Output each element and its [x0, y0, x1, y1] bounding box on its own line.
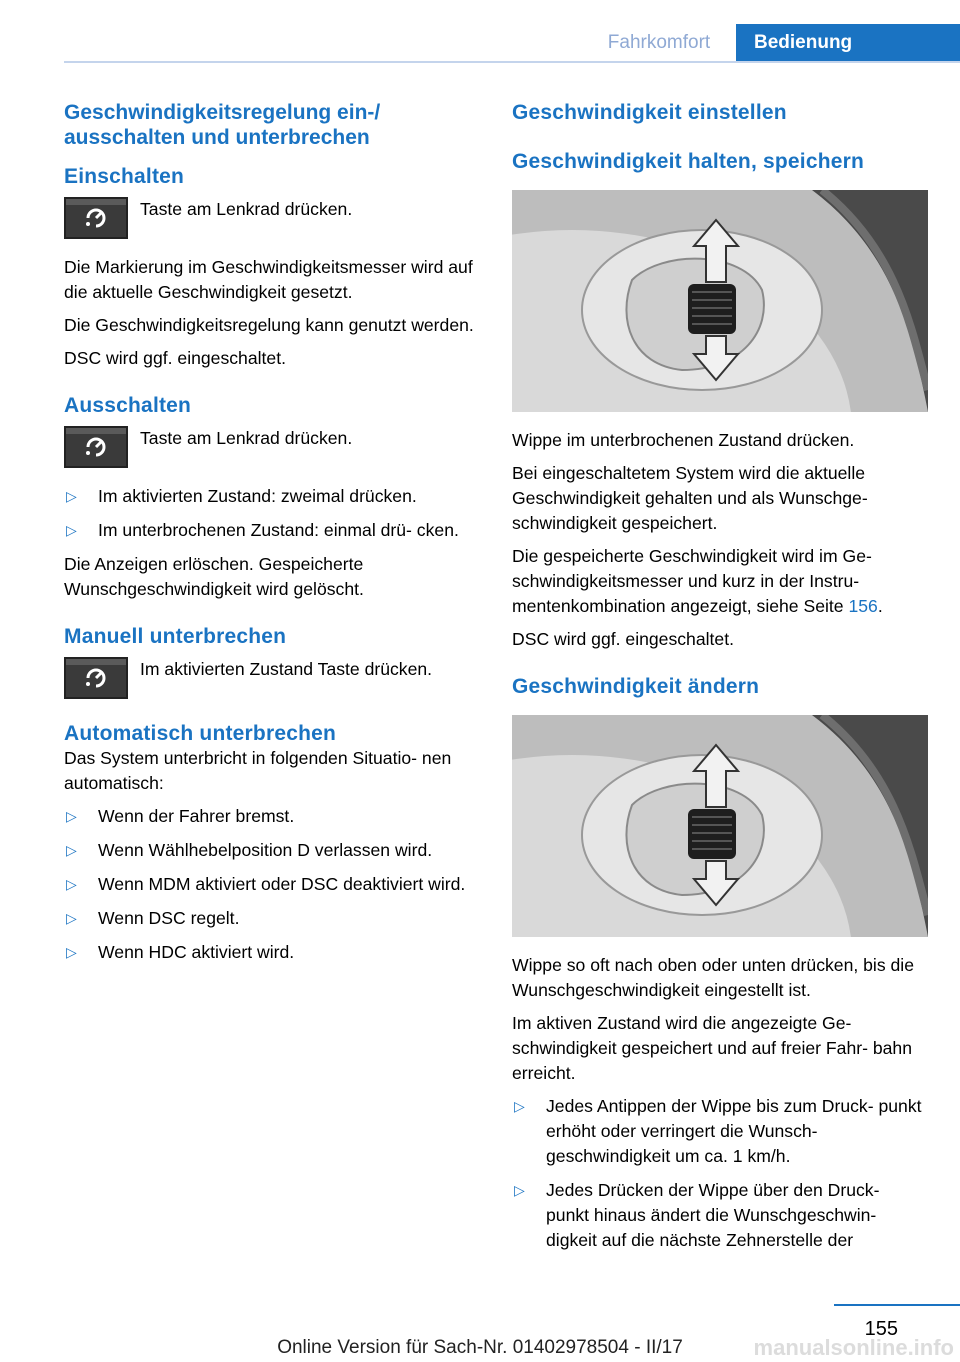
- triangle-bullet-icon: ▷: [66, 910, 77, 926]
- para-hold-2: Bei eingeschaltetem System wird die aktuelle Geschwindigkeit gehalten und als Wunschge‐ schwindigkeit gespeichert.: [512, 463, 868, 533]
- triangle-bullet-icon: ▷: [66, 944, 77, 960]
- para-off-1: Die Anzeigen erlöschen. Gespeicherte Wunschgeschwindigkeit wird gelöscht.: [64, 554, 364, 599]
- para-auto-1: Das System unterbricht in folgenden Situatio‐ nen automatisch:: [64, 748, 452, 793]
- para-on-3: DSC wird ggf. eingeschaltet.: [64, 348, 286, 368]
- section-title-einstellen: Geschwindigkeit einstellen: [512, 101, 787, 124]
- triangle-bullet-icon: ▷: [66, 876, 77, 892]
- triangle-bullet-icon: ▷: [66, 842, 77, 858]
- para-hold-3: Die gespeicherte Geschwindigkeit wird im Ge‐ schwindigkeitsmesser und kurz in der Instru‐ mentenkombination angezeigt, siehe Seite 156.: [512, 546, 883, 616]
- para-change-1: Wippe so oft nach oben oder unten drücken, bis die Wunschgeschwindigkeit eingestellt ist.: [512, 955, 914, 1000]
- list-item: ▷ Wenn HDC aktiviert wird.: [64, 940, 479, 965]
- para-on-2: Die Geschwindigkeitsregelung kann genutzt werden.: [64, 315, 474, 335]
- button-text-on: Taste am Lenkrad drücken.: [140, 199, 353, 219]
- heading-einschalten: Einschalten: [64, 165, 185, 188]
- list-item: ▷ Jedes Drücken der Wippe über den Druck‐ punkt hinaus ändert die Wunschgeschwin‐ digkeit auf die nächste Zehnerstelle der: [512, 1178, 927, 1253]
- heading-manuell: Manuell unterbrechen: [64, 625, 287, 648]
- right-column: [512, 100, 927, 1262]
- para-on-1: Die Markierung im Geschwindigkeitsmesser wird auf die aktuelle Geschwindigkeit gesetzt.: [64, 257, 473, 302]
- triangle-bullet-icon: ▷: [514, 1098, 525, 1114]
- triangle-bullet-icon: ▷: [66, 808, 77, 824]
- cruise-control-button-icon: [64, 426, 128, 468]
- button-instruction-off: [64, 426, 479, 468]
- para-hold-1: Wippe im unterbrochenen Zustand drücken.: [512, 430, 855, 450]
- header-tab-bedienung[interactable]: Bedienung: [736, 24, 960, 62]
- footer-rule: [834, 1304, 960, 1306]
- header-rule: [64, 61, 960, 63]
- list-item: ▷ Wenn DSC regelt.: [64, 906, 479, 931]
- list-change: [512, 1094, 927, 1253]
- section-title-regelung: Geschwindigkeitsregelung ein-/ ausschalten und unterbrechen: [64, 101, 381, 149]
- list-item: ▷ Jedes Antippen der Wippe bis zum Druck‐ punkt erhöht oder verringert die Wunsch‐ geschwindigkeit um ca. 1 km/h.: [512, 1094, 927, 1169]
- list-item: ▷ Im unterbrochenen Zustand: einmal drü‐ cken.: [64, 518, 479, 543]
- heading-automatisch: Automatisch unterbrechen: [64, 722, 337, 745]
- triangle-bullet-icon: ▷: [514, 1182, 525, 1198]
- list-item: ▷ Wenn der Fahrer bremst.: [64, 804, 479, 829]
- steering-wheel-rocker-photo: [512, 715, 928, 937]
- left-column: [64, 100, 479, 974]
- cruise-control-button-icon: [64, 197, 128, 239]
- button-instruction-manual: [64, 657, 479, 699]
- page-link-156[interactable]: 156: [848, 596, 878, 616]
- list-auto: [64, 804, 479, 965]
- watermark: manualsonline.info: [753, 1335, 954, 1360]
- list-off: [64, 484, 479, 543]
- button-text-off: Taste am Lenkrad drücken.: [140, 428, 353, 448]
- heading-ausschalten: Ausschalten: [64, 394, 192, 417]
- cruise-control-button-icon: [64, 657, 128, 699]
- triangle-bullet-icon: ▷: [66, 522, 77, 538]
- list-item: ▷ Wenn MDM aktiviert oder DSC deaktiviert wird.: [64, 872, 479, 897]
- header-tab-fahrkomfort[interactable]: Fahrkomfort: [607, 32, 711, 53]
- triangle-bullet-icon: ▷: [66, 488, 77, 504]
- footer-text: Online Version für Sach-Nr. 01402978504 - II/17: [277, 1337, 683, 1358]
- para-change-2: Im aktiven Zustand wird die angezeigte Ge‐ schwindigkeit gespeichert und auf freier Fahr‐ bahn erreicht.: [512, 1013, 912, 1083]
- button-instruction-on: [64, 197, 479, 239]
- heading-halten: Geschwindigkeit halten, speichern: [512, 150, 865, 173]
- steering-wheel-rocker-photo: [512, 190, 928, 412]
- para-hold-4: DSC wird ggf. eingeschaltet.: [512, 629, 734, 649]
- list-item: ▷ Im aktivierten Zustand: zweimal drücken.: [64, 484, 479, 509]
- button-text-manual: Im aktivierten Zustand Taste drücken.: [140, 659, 433, 679]
- list-item: ▷ Wenn Wählhebelposition D verlassen wird.: [64, 838, 479, 863]
- page-number: 155: [864, 1318, 898, 1340]
- heading-aendern: Geschwindigkeit ändern: [512, 675, 760, 698]
